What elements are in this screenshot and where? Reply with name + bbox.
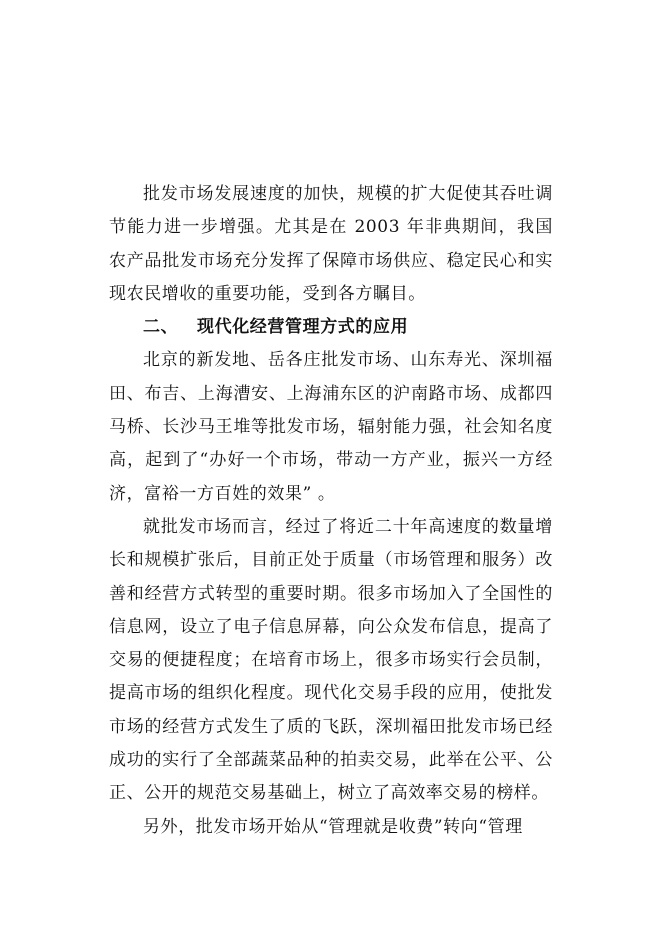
paragraph-market-growth: 批发市场发展速度的加快，规模的扩大促使其吞吐调节能力进一步增强。尤其是在 2003 年非典期间，我国农产品批发市场充分发挥了保障市场供应、稳定民心和实现农民增收的重要功能，受到各方瞩目。	[109, 184, 553, 304]
section-heading	[109, 311, 553, 344]
section-title: 现代化经营管理方式的应用	[197, 317, 409, 338]
paragraph-market-transformation: 就批发市场而言，经过了将近二十年高速度的数量增长和规模扩张后，目前正处于质量（市场管理和服务）改善和经营方式转型的重要时期。很多市场加入了全国性的信息网，设立了电子信息屏幕，向公众发布信息，提高了交易的便捷程度；在培育市场上，很多市场实行会员制，提高市场的组织化程度。现代化交易手段的应用，使批发市场的经营方式发生了质的飞跃，深圳福田批发市场已经成功的实行了全部蔬菜品种的拍卖交易，此举在公平、公正、公开的规范交易基础上，树立了高效率交易的榜样。	[109, 516, 553, 804]
section-number: 二、	[143, 317, 179, 338]
document-page	[109, 178, 553, 844]
paragraph-management-shift: 另外，批发市场开始从“管理就是收费”转向“管理	[143, 816, 523, 837]
paragraph-market-examples: 北京的新发地、岳各庄批发市场、山东寿光、深圳福田、布吉、上海漕安、上海浦东区的沪南路市场、成都四马桥、长沙马王堆等批发市场，辐射能力强，社会知名度高，起到了“办好一个市场，带动一方产业，振兴一方经济，富裕一方百姓的效果” 。	[109, 350, 553, 504]
